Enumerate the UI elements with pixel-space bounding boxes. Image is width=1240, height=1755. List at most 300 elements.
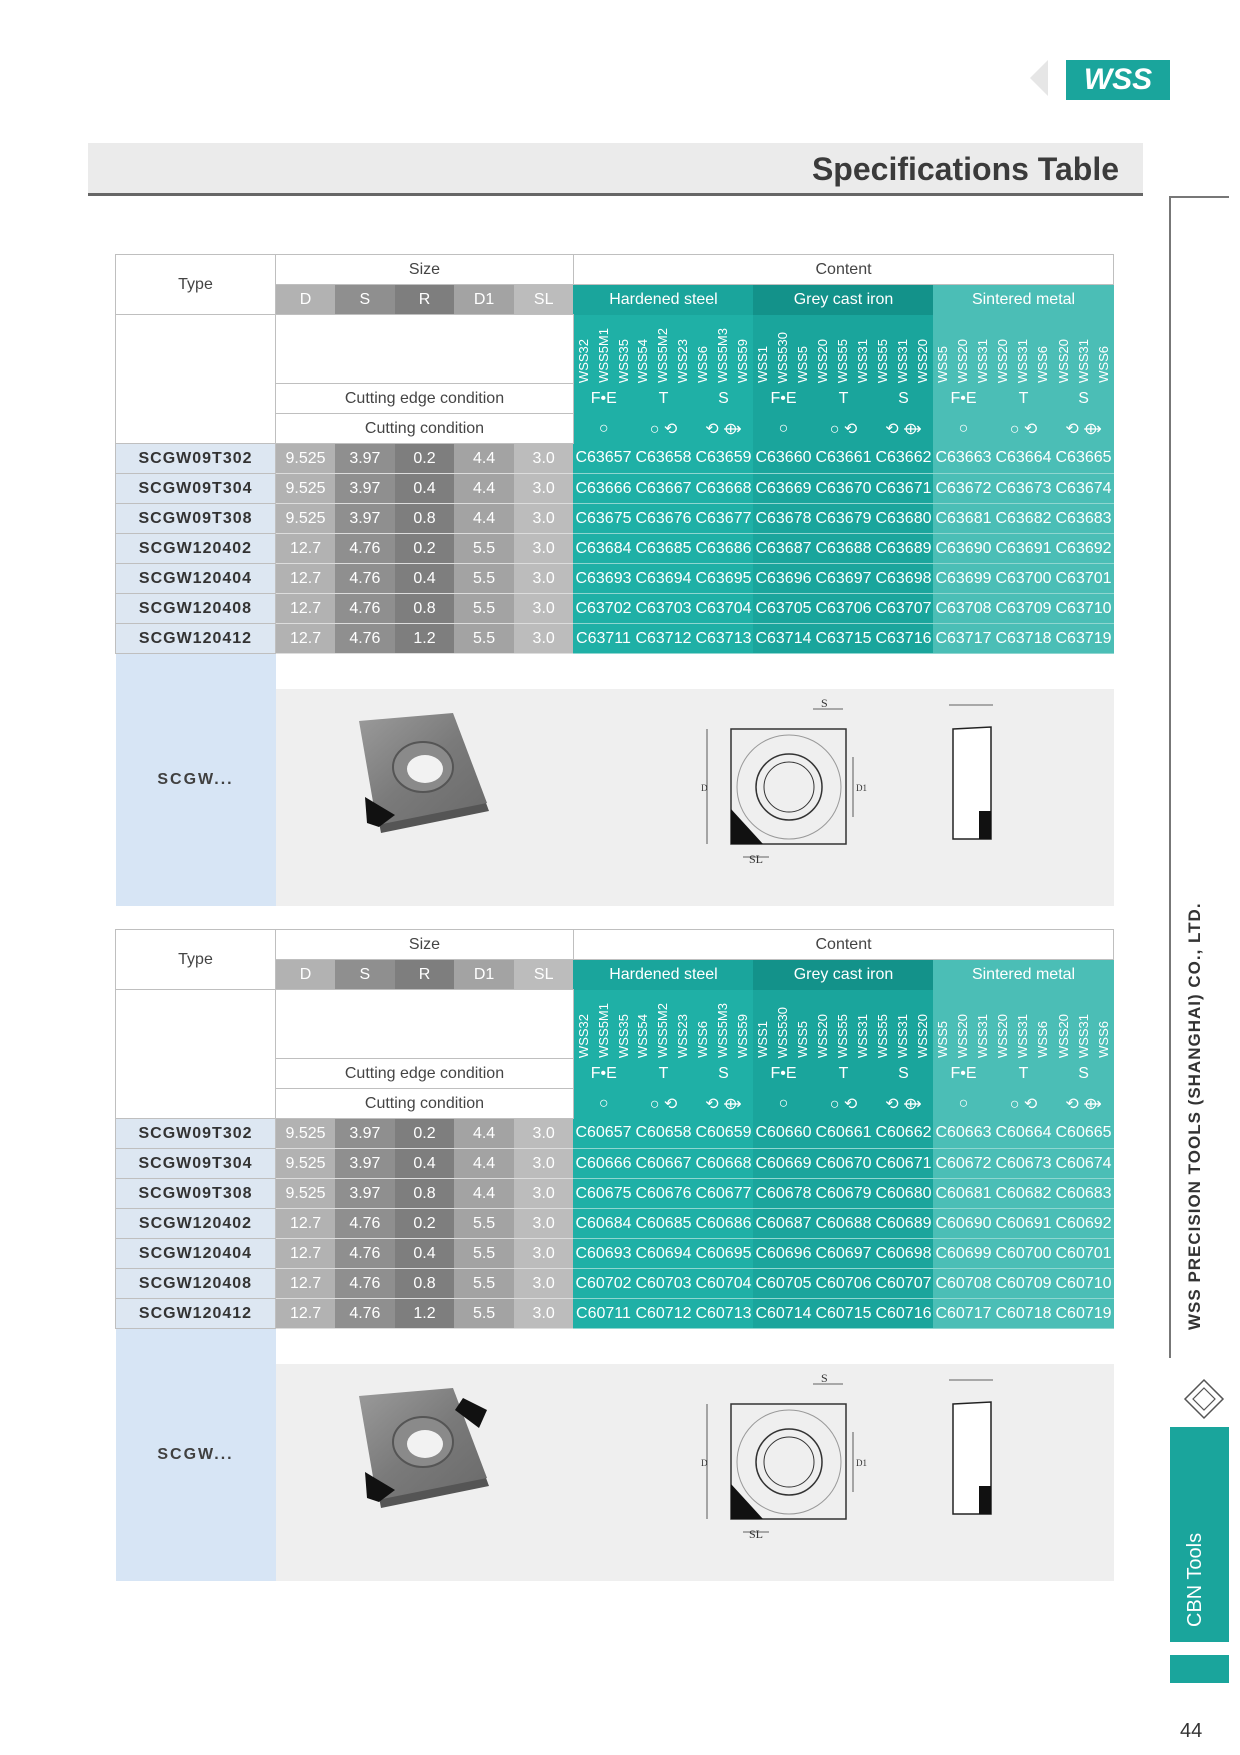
product-code: C63707 <box>873 594 933 624</box>
logo-text: WSS <box>1083 63 1153 96</box>
product-code: C63676 <box>633 504 693 534</box>
table-row <box>116 1299 1114 1329</box>
svg-text:D: D <box>700 1457 707 1468</box>
product-code: C60713 <box>693 1299 753 1329</box>
size-value-d: 12.7 <box>276 1239 336 1269</box>
grade-group <box>933 315 993 384</box>
product-code: C60668 <box>693 1149 753 1179</box>
product-code: C63701 <box>1053 564 1113 594</box>
grade-name: WSS20 <box>995 338 1011 383</box>
product-code: C63685 <box>633 534 693 564</box>
size-value-d1: 4.4 <box>454 474 514 504</box>
grade-name: WSS1 <box>755 1021 771 1058</box>
product-code: C63699 <box>933 564 993 594</box>
size-value-r: 0.8 <box>395 594 455 624</box>
grade-group <box>573 315 633 384</box>
cut-condition-icon: ○ ⟲ <box>813 414 873 444</box>
size-value-r: 0.8 <box>395 1179 455 1209</box>
product-code: C63693 <box>573 564 633 594</box>
product-code: C60703 <box>633 1269 693 1299</box>
grade-name: WSS31 <box>1075 338 1091 383</box>
size-value-s: 4.76 <box>335 1299 395 1329</box>
size-value-r: 0.2 <box>395 444 455 474</box>
grade-name: WSS6 <box>695 346 711 383</box>
product-code: C63696 <box>753 564 813 594</box>
cut-condition-icon: ○ <box>573 414 633 444</box>
insert-type: SCGW09T302 <box>116 444 276 474</box>
product-code: C60705 <box>753 1269 813 1299</box>
product-code: C60686 <box>693 1209 753 1239</box>
edge-condition: T <box>993 384 1053 414</box>
side-divider <box>1169 196 1171 1358</box>
size-value-s: 4.76 <box>335 534 395 564</box>
product-code: C60692 <box>1053 1209 1113 1239</box>
product-code: C60675 <box>573 1179 633 1209</box>
type-header: Type <box>116 930 276 990</box>
size-value-d1: 5.5 <box>454 594 514 624</box>
product-code: C60678 <box>753 1179 813 1209</box>
size-value-s: 3.97 <box>335 504 395 534</box>
svg-text:SL: SL <box>748 851 763 866</box>
table-row <box>116 1239 1114 1269</box>
material-header: Grey cast iron <box>753 285 933 315</box>
grade-name: WSS55 <box>835 1013 851 1058</box>
product-code: C60717 <box>933 1299 993 1329</box>
product-code: C60693 <box>573 1239 633 1269</box>
product-code: C63700 <box>993 564 1053 594</box>
grade-name: WSS5M2 <box>655 1003 671 1058</box>
size-value-d: 12.7 <box>276 1209 336 1239</box>
size-value-r: 0.2 <box>395 1119 455 1149</box>
product-code: C60702 <box>573 1269 633 1299</box>
grade-group <box>873 990 933 1059</box>
size-value-s: 4.76 <box>335 624 395 654</box>
product-code: C63664 <box>993 444 1053 474</box>
product-code: C63669 <box>753 474 813 504</box>
product-code: C63716 <box>873 624 933 654</box>
insert-family: SCGW... <box>116 1329 276 1582</box>
edge-condition: F•E <box>753 384 813 414</box>
table-row <box>116 534 1114 564</box>
product-code: C60689 <box>873 1209 933 1239</box>
grade-name: WSS20 <box>815 1013 831 1058</box>
grade-group <box>993 315 1053 384</box>
product-code: C63704 <box>693 594 753 624</box>
grade-name: WSS23 <box>675 1013 691 1058</box>
size-value-r: 0.4 <box>395 1239 455 1269</box>
size-value-r: 0.8 <box>395 504 455 534</box>
edge-condition: T <box>633 1059 693 1089</box>
product-code: C60660 <box>753 1119 813 1149</box>
insert-type: SCGW120404 <box>116 1239 276 1269</box>
company-name: WSS PRECISION TOOLS (SHANGHAI) CO., LTD. <box>1185 902 1204 1330</box>
size-col-s: S <box>335 285 395 315</box>
product-code: C63719 <box>1053 624 1113 654</box>
product-code: C63684 <box>573 534 633 564</box>
cut-condition-icon: ⟲ ⟴ <box>693 1089 753 1119</box>
product-code: C63695 <box>693 564 753 594</box>
size-value-d: 9.525 <box>276 474 336 504</box>
product-code: C60699 <box>933 1239 993 1269</box>
grade-name: WSS59 <box>735 338 751 383</box>
type-spacer <box>116 315 276 444</box>
product-code: C63679 <box>813 504 873 534</box>
product-code: C60671 <box>873 1149 933 1179</box>
product-code: C63689 <box>873 534 933 564</box>
edge-condition: F•E <box>933 1059 993 1089</box>
grade-name: WSS5M1 <box>595 328 611 383</box>
grade-group <box>753 315 813 384</box>
product-code: C63708 <box>933 594 993 624</box>
wss-logo <box>1030 56 1170 100</box>
product-code: C63714 <box>753 624 813 654</box>
grade-group <box>693 990 753 1059</box>
insert-type: SCGW120408 <box>116 1269 276 1299</box>
product-code: C60669 <box>753 1149 813 1179</box>
grade-name: WSS6 <box>695 1021 711 1058</box>
grade-name: WSS55 <box>875 338 891 383</box>
product-code: C60700 <box>993 1239 1053 1269</box>
size-value-d: 9.525 <box>276 504 336 534</box>
product-code: C60718 <box>993 1299 1053 1329</box>
product-code: C63660 <box>753 444 813 474</box>
grade-name: WSS31 <box>855 1013 871 1058</box>
grade-name: WSS23 <box>675 338 691 383</box>
product-code: C63662 <box>873 444 933 474</box>
grade-group <box>633 990 693 1059</box>
grade-name: WSS6 <box>1095 346 1111 383</box>
product-code: C60715 <box>813 1299 873 1329</box>
product-code: C63686 <box>693 534 753 564</box>
product-code: C60667 <box>633 1149 693 1179</box>
product-code: C63710 <box>1053 594 1113 624</box>
svg-text:S: S <box>820 695 828 710</box>
product-code: C60711 <box>573 1299 633 1329</box>
size-value-d1: 5.5 <box>454 564 514 594</box>
product-code: C60696 <box>753 1239 813 1269</box>
grade-name: WSS32 <box>575 338 591 383</box>
product-code: C63690 <box>933 534 993 564</box>
product-code: C63705 <box>753 594 813 624</box>
grade-group <box>1053 315 1113 384</box>
product-code: C63703 <box>633 594 693 624</box>
insert-type: SCGW09T304 <box>116 474 276 504</box>
size-value-d1: 5.5 <box>454 534 514 564</box>
edge-condition: T <box>813 1059 873 1089</box>
grade-name: WSS35 <box>615 338 631 383</box>
product-code: C60682 <box>993 1179 1053 1209</box>
insert-photo <box>351 705 501 855</box>
size-value-r: 0.2 <box>395 534 455 564</box>
grade-group <box>993 990 1053 1059</box>
table-row <box>116 444 1114 474</box>
grade-name: WSS20 <box>955 1013 971 1058</box>
edge-condition: S <box>1053 1059 1113 1089</box>
size-col-d1: D1 <box>454 960 514 990</box>
cut-condition-icon: ○ <box>753 1089 813 1119</box>
product-code: C60657 <box>573 1119 633 1149</box>
product-code: C63665 <box>1053 444 1113 474</box>
title-bar <box>88 143 1143 196</box>
size-value-d1: 5.5 <box>454 1269 514 1299</box>
edge-condition: S <box>873 384 933 414</box>
grade-name: WSS20 <box>1055 338 1071 383</box>
grade-name: WSS5M3 <box>715 1003 731 1058</box>
grade-name: WSS55 <box>875 1013 891 1058</box>
product-code: C60719 <box>1053 1299 1113 1329</box>
grade-name: WSS31 <box>895 1013 911 1058</box>
product-code: C60687 <box>753 1209 813 1239</box>
cutting-edge-label: Cutting edge condition <box>276 384 574 414</box>
grade-name: WSS6 <box>1035 346 1051 383</box>
content-header: Content <box>573 255 1113 285</box>
size-value-s: 4.76 <box>335 564 395 594</box>
grade-group <box>633 315 693 384</box>
grade-name: WSS5 <box>935 1021 951 1058</box>
product-code: C63702 <box>573 594 633 624</box>
insert-type: SCGW09T308 <box>116 1179 276 1209</box>
cutting-condition-label: Cutting condition <box>276 1089 574 1119</box>
cut-condition-icon: ○ <box>933 414 993 444</box>
table-row <box>116 1149 1114 1179</box>
product-code: C63672 <box>933 474 993 504</box>
size-value-r: 0.8 <box>395 1269 455 1299</box>
size-value-sl: 3.0 <box>514 1269 574 1299</box>
material-header: Grey cast iron <box>753 960 933 990</box>
section-tab[interactable] <box>1170 1427 1229 1642</box>
grade-name: WSS31 <box>1015 1013 1031 1058</box>
grade-name: WSS5 <box>795 1021 811 1058</box>
product-code: C60680 <box>873 1179 933 1209</box>
grade-name: WSS530 <box>775 331 791 383</box>
product-code: C60665 <box>1053 1119 1113 1149</box>
size-value-s: 4.76 <box>335 594 395 624</box>
table-row <box>116 594 1114 624</box>
grade-name: WSS6 <box>1095 1021 1111 1058</box>
product-code: C60676 <box>633 1179 693 1209</box>
product-code: C63663 <box>933 444 993 474</box>
product-code: C60706 <box>813 1269 873 1299</box>
product-code: C63691 <box>993 534 1053 564</box>
size-value-sl: 3.0 <box>514 624 574 654</box>
insert-side-view <box>941 701 1001 851</box>
grade-group <box>753 990 813 1059</box>
size-value-d: 12.7 <box>276 1269 336 1299</box>
grade-name: WSS31 <box>1015 338 1031 383</box>
insert-illustration <box>276 1364 1114 1581</box>
grade-name: WSS54 <box>635 338 651 383</box>
grade-name: WSS31 <box>975 1013 991 1058</box>
product-code: C63670 <box>813 474 873 504</box>
cutting-condition-label: Cutting condition <box>276 414 574 444</box>
product-code: C60712 <box>633 1299 693 1329</box>
grade-name: WSS5 <box>795 346 811 383</box>
size-value-d1: 4.4 <box>454 1179 514 1209</box>
svg-text:D1: D1 <box>855 1457 867 1468</box>
product-code: C63666 <box>573 474 633 504</box>
product-code: C63688 <box>813 534 873 564</box>
size-value-sl: 3.0 <box>514 1119 574 1149</box>
product-code: C63687 <box>753 534 813 564</box>
size-value-sl: 3.0 <box>514 534 574 564</box>
size-value-d: 9.525 <box>276 1119 336 1149</box>
size-value-sl: 3.0 <box>514 1239 574 1269</box>
grade-group <box>813 990 873 1059</box>
grade-name: WSS20 <box>915 338 931 383</box>
edge-condition: S <box>693 384 753 414</box>
size-value-d1: 4.4 <box>454 444 514 474</box>
product-code: C60707 <box>873 1269 933 1299</box>
size-value-d: 9.525 <box>276 444 336 474</box>
product-code: C63683 <box>1053 504 1113 534</box>
size-value-s: 3.97 <box>335 474 395 504</box>
product-code: C63674 <box>1053 474 1113 504</box>
product-code: C60681 <box>933 1179 993 1209</box>
grade-name: WSS31 <box>1075 1013 1091 1058</box>
insert-type: SCGW120402 <box>116 1209 276 1239</box>
product-code: C63692 <box>1053 534 1113 564</box>
product-code: C60688 <box>813 1209 873 1239</box>
grade-name: WSS5 <box>935 346 951 383</box>
size-col-sl: SL <box>514 285 574 315</box>
insert-type: SCGW09T304 <box>116 1149 276 1179</box>
edge-condition: S <box>873 1059 933 1089</box>
grade-name: WSS54 <box>635 1013 651 1058</box>
cut-condition-icon: ⟲ ⟴ <box>1053 1089 1113 1119</box>
size-value-d: 12.7 <box>276 534 336 564</box>
material-header: Hardened steel <box>573 285 753 315</box>
cut-condition-icon: ○ ⟲ <box>993 1089 1053 1119</box>
table-row <box>116 1179 1114 1209</box>
material-header: Hardened steel <box>573 960 753 990</box>
grade-name: WSS5M1 <box>595 1003 611 1058</box>
material-header: Sintered metal <box>933 285 1113 315</box>
product-code: C63678 <box>753 504 813 534</box>
edge-condition: S <box>1053 384 1113 414</box>
page-number: 44 <box>1180 1720 1203 1742</box>
grade-name: WSS20 <box>955 338 971 383</box>
grade-name: WSS31 <box>895 338 911 383</box>
insert-photo <box>351 1380 501 1530</box>
product-code: C63697 <box>813 564 873 594</box>
insert-drawing <box>693 1366 893 1541</box>
cut-condition-icon: ○ <box>573 1089 633 1119</box>
insert-family: SCGW... <box>116 654 276 907</box>
size-value-sl: 3.0 <box>514 444 574 474</box>
table-row <box>116 624 1114 654</box>
size-value-s: 4.76 <box>335 1269 395 1299</box>
size-value-d1: 5.5 <box>454 624 514 654</box>
section-tab-label: CBN Tools <box>1184 1532 1206 1627</box>
size-value-r: 1.2 <box>395 1299 455 1329</box>
product-code: C60666 <box>573 1149 633 1179</box>
product-code: C63675 <box>573 504 633 534</box>
svg-text:S: S <box>820 1370 828 1385</box>
cut-condition-icon: ⟲ ⟴ <box>873 414 933 444</box>
size-value-s: 3.97 <box>335 444 395 474</box>
size-spacer <box>276 990 574 1059</box>
product-code: C63709 <box>993 594 1053 624</box>
size-value-d1: 5.5 <box>454 1299 514 1329</box>
size-col-d1: D1 <box>454 285 514 315</box>
grade-name: WSS55 <box>835 338 851 383</box>
size-header: Size <box>276 930 574 960</box>
product-code: C63677 <box>693 504 753 534</box>
grade-name: WSS530 <box>775 1006 791 1058</box>
product-code: C63718 <box>993 624 1053 654</box>
product-code: C60679 <box>813 1179 873 1209</box>
insert-drawing <box>693 691 893 866</box>
edge-condition: S <box>693 1059 753 1089</box>
insert-type: SCGW120412 <box>116 1299 276 1329</box>
product-code: C63658 <box>633 444 693 474</box>
size-value-sl: 3.0 <box>514 504 574 534</box>
grade-name: WSS20 <box>995 1013 1011 1058</box>
insert-type: SCGW120412 <box>116 624 276 654</box>
grade-name: WSS31 <box>975 338 991 383</box>
product-code: C60661 <box>813 1119 873 1149</box>
product-code: C60670 <box>813 1149 873 1179</box>
size-value-s: 3.97 <box>335 1119 395 1149</box>
size-value-r: 0.2 <box>395 1209 455 1239</box>
size-value-d: 12.7 <box>276 564 336 594</box>
grade-group <box>693 315 753 384</box>
diamond-icon <box>1183 1378 1225 1420</box>
insert-type: SCGW09T302 <box>116 1119 276 1149</box>
grade-name: WSS32 <box>575 1013 591 1058</box>
table-row <box>116 504 1114 534</box>
grade-name: WSS1 <box>755 346 771 383</box>
svg-text:SL: SL <box>748 1526 763 1541</box>
size-value-s: 4.76 <box>335 1209 395 1239</box>
edge-condition: F•E <box>573 384 633 414</box>
edge-condition: F•E <box>933 384 993 414</box>
grade-name: WSS5M2 <box>655 328 671 383</box>
product-code: C63673 <box>993 474 1053 504</box>
cut-condition-icon: ○ <box>753 414 813 444</box>
size-col-sl: SL <box>514 960 574 990</box>
size-value-sl: 3.0 <box>514 1149 574 1179</box>
grade-group <box>1053 990 1113 1059</box>
product-code: C63661 <box>813 444 873 474</box>
insert-type: SCGW120408 <box>116 594 276 624</box>
cut-condition-icon: ○ ⟲ <box>993 414 1053 444</box>
cutting-edge-label: Cutting edge condition <box>276 1059 574 1089</box>
material-header: Sintered metal <box>933 960 1113 990</box>
product-code: C60716 <box>873 1299 933 1329</box>
product-code: C63657 <box>573 444 633 474</box>
size-value-r: 0.4 <box>395 564 455 594</box>
product-code: C63717 <box>933 624 993 654</box>
product-code: C63712 <box>633 624 693 654</box>
tab-marker <box>1170 1655 1229 1683</box>
product-code: C60708 <box>933 1269 993 1299</box>
spec-table-1 <box>115 254 1112 906</box>
size-value-d: 12.7 <box>276 594 336 624</box>
edge-condition: T <box>993 1059 1053 1089</box>
size-value-sl: 3.0 <box>514 564 574 594</box>
product-code: C60664 <box>993 1119 1053 1149</box>
product-code: C60683 <box>1053 1179 1113 1209</box>
size-header: Size <box>276 255 574 285</box>
cut-condition-icon: ○ ⟲ <box>633 1089 693 1119</box>
cut-condition-icon: ○ <box>933 1089 993 1119</box>
grade-name: WSS59 <box>735 1013 751 1058</box>
size-value-s: 3.97 <box>335 1179 395 1209</box>
size-value-r: 0.4 <box>395 1149 455 1179</box>
product-code: C60690 <box>933 1209 993 1239</box>
grade-group <box>573 990 633 1059</box>
